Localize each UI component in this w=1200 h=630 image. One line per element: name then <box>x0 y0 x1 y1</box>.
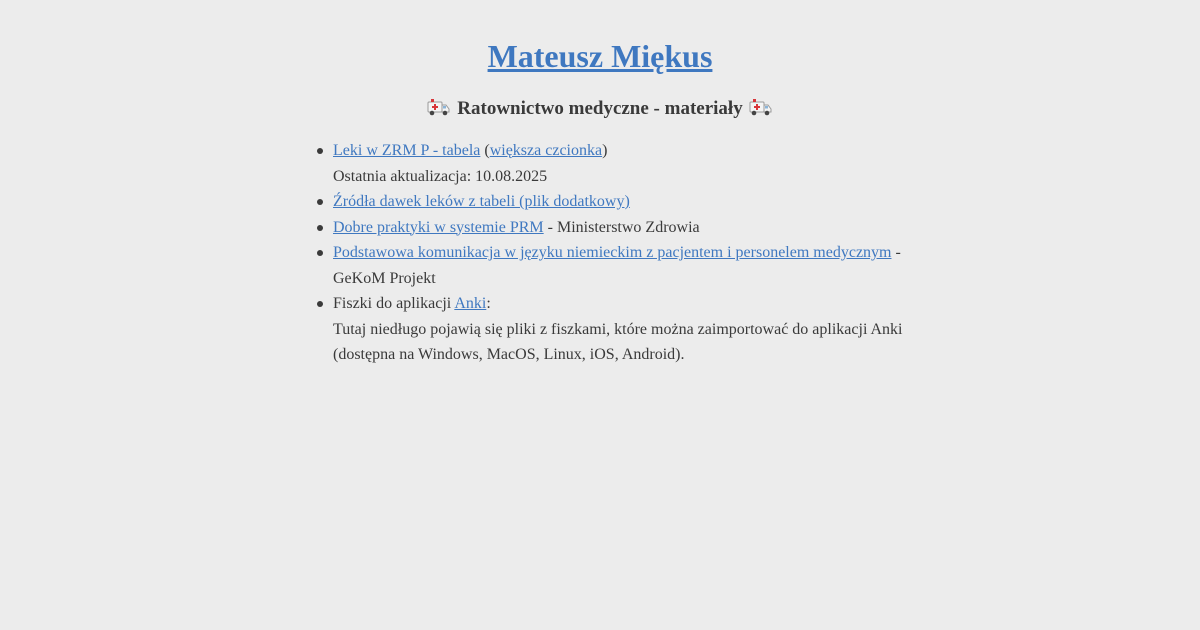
dose-sources-link[interactable]: Źródła dawek leków z tabeli (plik dodatkowy) <box>333 193 630 210</box>
list-item-flashcards <box>333 291 933 368</box>
good-practices-source: - Ministerstwo Zdrowia <box>543 218 700 236</box>
open-paren: ( <box>480 142 490 159</box>
good-practices-link[interactable]: Dobre praktyki w systemie PRM <box>333 218 544 236</box>
larger-font-link[interactable]: większa czcionka <box>489 142 603 159</box>
flashcards-label: Fiszki do aplikacji <box>333 295 455 312</box>
site-title <box>0 36 1200 76</box>
close-paren: ) <box>602 142 608 159</box>
list-item-german-communication <box>333 240 933 291</box>
anki-link[interactable]: Anki <box>454 295 487 312</box>
ambulance-icon <box>749 97 773 125</box>
list-item-good-practices <box>333 215 933 241</box>
ambulance-icon <box>427 97 451 125</box>
flashcards-note: Tutaj niedługo pojawią się pliki z fiszkami, które można zaimportować do aplikacji Anki (dostępna na Windows, MacOS, Linux, iOS, Android). <box>333 320 903 363</box>
drugs-table-link[interactable]: Leki w ZRM P - tabela <box>333 142 481 159</box>
german-communication-source: - GeKoM Projekt <box>333 244 901 287</box>
german-communication-link[interactable]: Podstawowa komunikacja w języku niemieckim z pacjentem i personelem medycznym <box>333 244 892 261</box>
materials-list <box>333 138 933 368</box>
page-subtitle <box>0 96 1200 125</box>
list-item-drugs-table <box>333 138 933 189</box>
flashcards-colon: : <box>486 295 491 312</box>
subtitle-text: Ratownictwo medyczne - materiały <box>457 98 743 119</box>
site-title-link[interactable]: Mateusz Miękus <box>487 38 713 74</box>
list-item-dose-sources <box>333 189 933 215</box>
last-update-text: Ostatnia aktualizacja: 10.08.2025 <box>333 167 548 185</box>
